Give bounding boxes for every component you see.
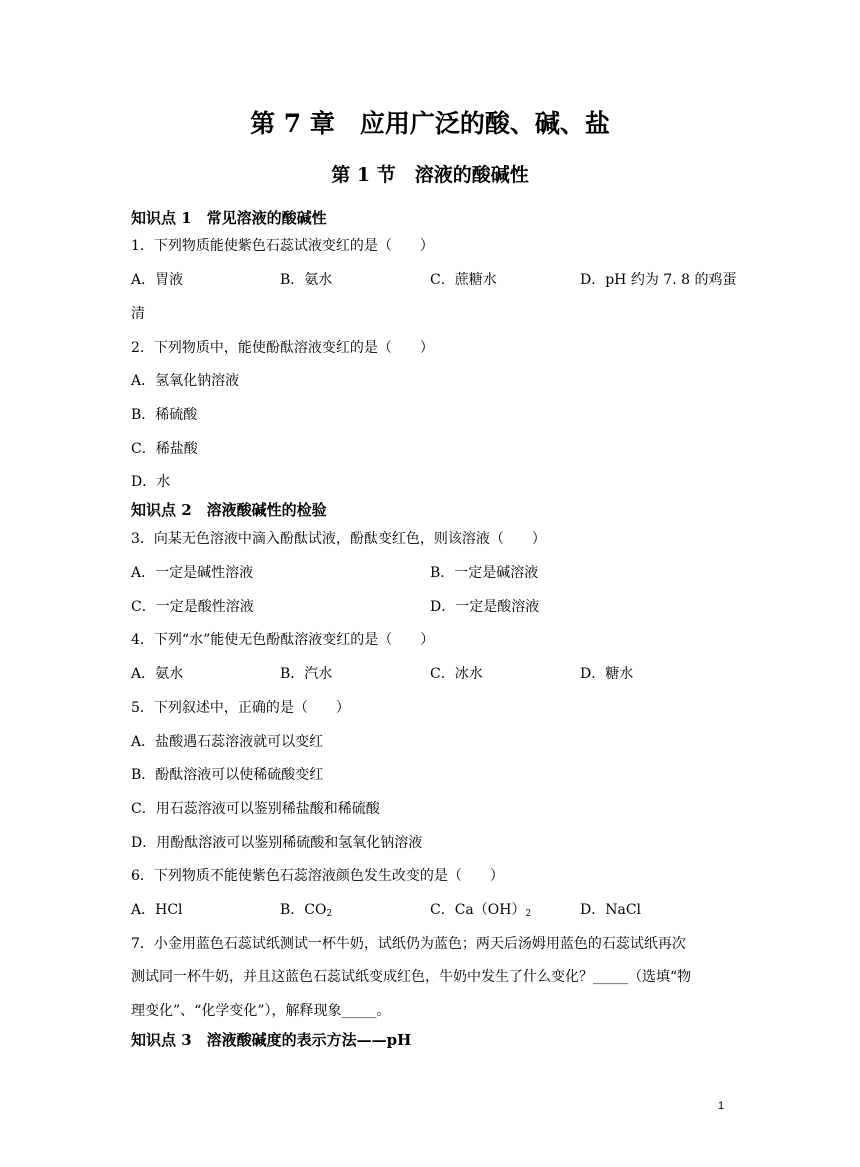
q2-option-d: D．水 (131, 474, 171, 490)
q4-option-c: C．冰水 (430, 666, 483, 682)
q3-option-d: D．一定是酸溶液 (430, 599, 540, 615)
q2-option-c: C．稀盐酸 (131, 441, 198, 457)
q4-option-a: A．氨水 (131, 666, 184, 682)
q4-option-d: D．糖水 (580, 666, 634, 682)
q5-option-a: A．盐酸遇石蕊溶液就可以变红 (131, 734, 324, 750)
q3-option-c: C．一定是酸性溶液 (131, 599, 254, 615)
q4-stem: 4．下列“水”能使无色酚酞溶液变红的是（ ） (131, 632, 435, 648)
q2-stem: 2．下列物质中，能使酚酞溶液变红的是（ ） (131, 340, 434, 356)
page-number: 1 (718, 1100, 725, 1112)
q2-option-a: A．氢氧化钠溶液 (131, 373, 240, 389)
section-title: 第 1 节 溶液的酸碱性 (331, 164, 529, 186)
q1-option-b: B．氨水 (280, 272, 333, 288)
q5-option-b: B．酚酞溶液可以使稀硫酸变红 (131, 767, 324, 783)
q1-option-d-continued: 清 (131, 306, 145, 322)
q6-option-b: B．$CO_2$ (280, 902, 333, 919)
knowledge-point-2: 知识点 2 溶液酸碱性的检验 (131, 501, 327, 519)
q2-option-b: B．稀硫酸 (131, 407, 198, 423)
q4-option-b: B．汽水 (280, 666, 333, 682)
q1-stem: 1．下列物质能使紫色石蕊试液变红的是（ ） (131, 238, 434, 254)
q5-stem: 5．下列叙述中，正确的是（ ） (131, 700, 350, 716)
q3-option-b: B．一定是碱溶液 (430, 565, 539, 581)
q7-line-2: 测试同一杯牛奶，并且这蓝色石蕊试纸变成红色，牛奶中发生了什么变化？_____（选填“物 (131, 969, 692, 985)
q1-option-c: C．蔗糖水 (430, 272, 497, 288)
q1-option-a: A．胃液 (131, 272, 184, 288)
q3-stem: 3．向某无色溶液中滴入酚酞试液，酚酞变红色，则该溶液（ ） (131, 531, 546, 547)
q3-option-a: A．一定是碱性溶液 (131, 565, 254, 581)
q7-line-3: 理变化”、“化学变化”），解释现象_____。 (131, 1003, 391, 1019)
chapter-title: 第 7 章 应用广泛的酸、碱、盐 (250, 109, 610, 138)
q7-line-1: 7．小金用蓝色石蕊试纸测试一杯牛奶，试纸仍为蓝色；两天后汤姆用蓝色的石蕊试纸再次 (131, 936, 686, 952)
q6-option-d: D．NaCl (580, 902, 642, 918)
q6-option-a: A．HCl (131, 902, 183, 918)
knowledge-point-3: 知识点 3 溶液酸碱度的表示方法——pH (131, 1031, 412, 1049)
knowledge-point-1: 知识点 1 常见溶液的酸碱性 (131, 209, 327, 227)
q6-stem: 6．下列物质不能使紫色石蕊溶液颜色发生改变的是（ ） (131, 868, 504, 884)
q6-option-c: C．$Ca(OH)_2$ (430, 902, 532, 919)
q1-option-d: D．pH 约为 7. 8 的鸡蛋 (580, 272, 737, 288)
q5-option-c: C．用石蕊溶液可以鉴别稀盐酸和稀硫酸 (131, 801, 380, 817)
q5-option-d: D．用酚酞溶液可以鉴别稀硫酸和氢氧化钠溶液 (131, 835, 423, 851)
